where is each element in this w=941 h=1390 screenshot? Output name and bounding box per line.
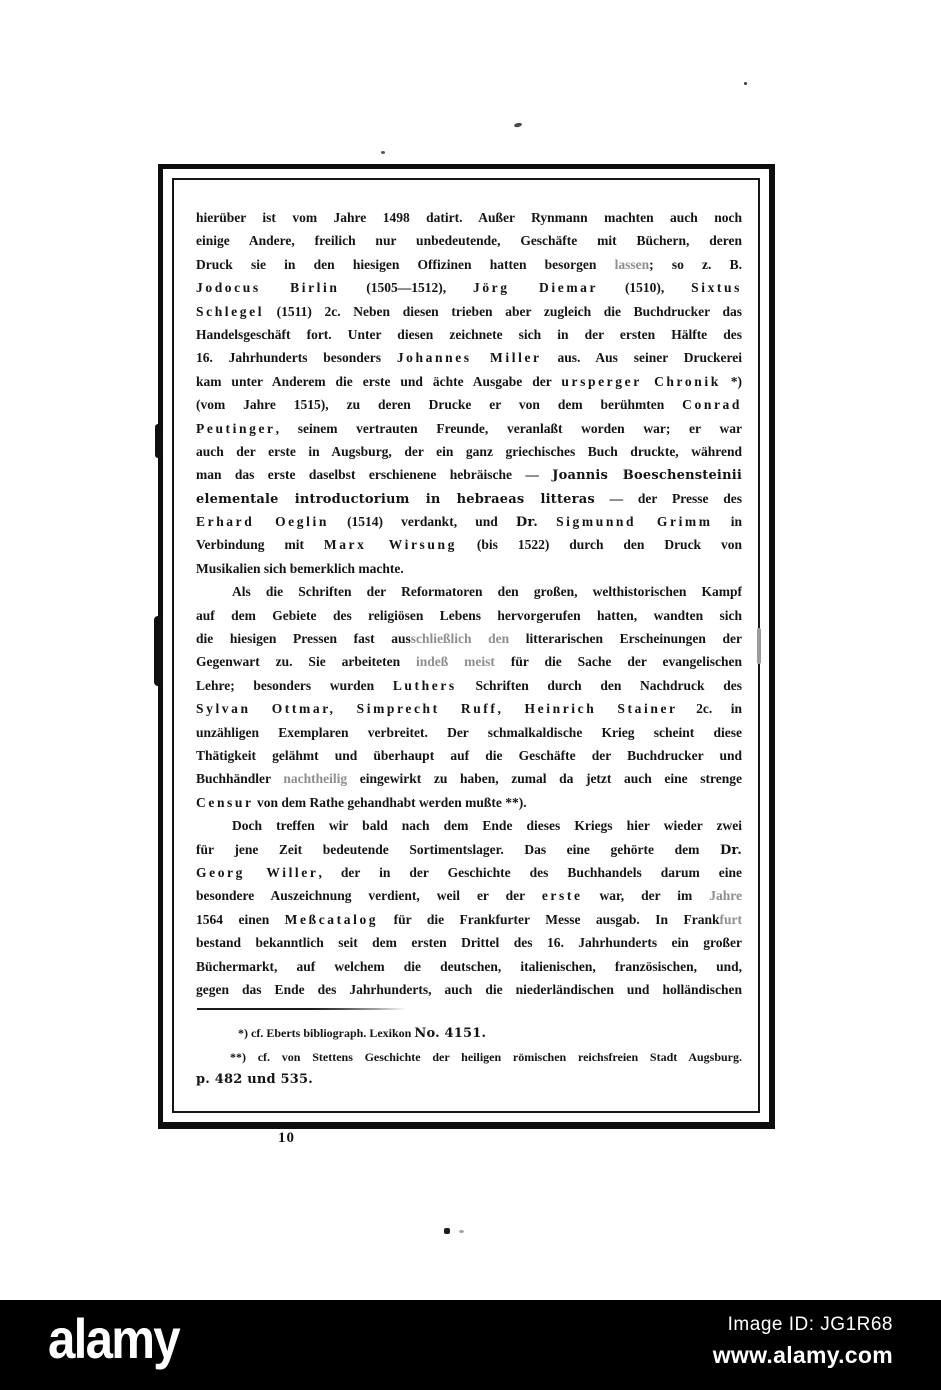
text-segment: furt <box>719 911 742 927</box>
text-segment: Johannes Miller <box>396 350 542 366</box>
text-segment: Sigmunnd Grimm <box>556 514 713 530</box>
watermark-bar <box>0 1300 941 1390</box>
text-line <box>196 721 742 744</box>
text-segment: litterarischen Erscheinungen der <box>509 631 742 647</box>
page-text <box>196 206 742 1001</box>
text-segment: Verbindung mit <box>196 537 324 553</box>
text-segment: eingewirkt zu haben, zumal da jetzt auch eine strenge <box>347 771 742 787</box>
text-line <box>196 604 742 627</box>
text-segment: lassen <box>614 256 650 272</box>
text-segment: Luthers <box>392 677 457 693</box>
page-number: 10 <box>278 1130 295 1146</box>
text-segment: Buchhändler <box>196 771 284 787</box>
image-id-label: Image ID: JG1R68 <box>727 1314 893 1335</box>
text-segment: Lehre; besonders wurden <box>196 677 393 693</box>
text-line <box>196 533 742 556</box>
text-line <box>196 253 742 276</box>
text-line <box>196 206 742 229</box>
text-segment: für die Frankfurter Messe ausgab. In Frank <box>378 911 720 927</box>
text-line <box>196 978 742 1001</box>
text-line <box>196 557 742 580</box>
text-segment: ; so z. B. <box>649 256 742 272</box>
text-line <box>196 276 742 299</box>
text-line <box>196 487 742 510</box>
text-segment: nachtheilig <box>283 771 348 787</box>
text-segment: *) <box>720 373 742 389</box>
text-segment: Meßcatalog <box>284 911 379 927</box>
text-line <box>196 955 742 978</box>
text-segment: (1511) 2c. Neben diesen trieben aber zugleich die Buchdrucker das <box>264 303 742 319</box>
text-segment: (1514) verdankt, und <box>328 514 516 530</box>
text-segment: unzähligen Exemplaren verbreitet. Der schmalkaldische Krieg scheint diese <box>196 724 742 740</box>
text-segment: gegen das Ende des Jahrhunderts, auch die niederländischen und holländischen <box>196 981 742 997</box>
text-segment: schließlich den <box>410 631 510 647</box>
alamy-logo: alamy <box>48 1307 179 1370</box>
text-segment: indeß meist <box>416 654 495 670</box>
text-segment: war, der im <box>582 888 710 904</box>
text-line <box>196 580 742 603</box>
text-segment: ursperger Chronik <box>561 373 721 389</box>
text-segment: Als die Schriften der Reformatoren den großen, welthistorischen Kampf <box>232 584 742 600</box>
text-segment: besondere Auszeichnung verdient, weil er der <box>196 888 542 904</box>
text-segment: (1505—1512), <box>339 280 473 296</box>
text-segment: Jörg Diemar <box>472 280 599 296</box>
text-segment: Büchermarkt, auf welchem die deutschen, italienischen, französischen, und, <box>196 958 742 974</box>
text-segment: Censur <box>196 794 254 810</box>
text-segment: Jodocus Birlin <box>196 280 340 296</box>
text-line <box>196 838 742 861</box>
alamy-url: www.alamy.com <box>712 1342 893 1368</box>
text-segment: Doch treffen wir bald nach dem Ende dieses Kriegs hier wieder zwei <box>232 818 742 834</box>
text-segment: — der Presse des <box>594 490 742 506</box>
text-line <box>196 440 742 463</box>
text-line <box>196 744 742 767</box>
text-line <box>196 884 742 907</box>
text-line <box>196 931 742 954</box>
text-segment: , seinem vertrauten Freunde, veranlaßt worden war; er war <box>275 420 742 436</box>
text-segment: 16. Jahrhunderts besonders <box>196 350 397 366</box>
watermark-info <box>713 1314 893 1369</box>
text-segment: für die Sache der evangelischen <box>494 654 742 670</box>
ink-speck <box>514 122 523 128</box>
text-line <box>196 1068 742 1092</box>
text-segment: Schriften durch den Nachdruck des <box>456 677 742 693</box>
text-line <box>196 393 742 416</box>
text-segment: 2c. in <box>677 701 742 717</box>
text-line <box>196 791 742 814</box>
text-segment: Erhard Oeglin <box>196 514 329 530</box>
footnotes <box>196 1022 742 1092</box>
text-segment: in <box>712 514 742 530</box>
text-segment: Georg Willer <box>196 864 319 880</box>
text-segment: , der in der Geschichte des Buchhandels darum eine <box>318 864 742 880</box>
text-segment: Sylvan Ottmar, Simprecht Ruff, Heinrich Stainer <box>196 701 678 717</box>
text-segment: 1564 einen <box>196 911 285 927</box>
text-line <box>196 767 742 790</box>
text-segment: einige Andere, freilich nur unbedeutende, Geschäfte mit Büchern, deren <box>196 233 742 249</box>
text-line <box>238 1022 742 1046</box>
text-segment: Conrad <box>682 397 742 413</box>
ink-speck <box>459 1230 464 1233</box>
text-segment: aus. Aus seiner Druckerei <box>541 350 742 366</box>
text-segment: Dr. <box>719 842 742 858</box>
text-line <box>196 674 742 697</box>
text-line <box>196 370 742 393</box>
text-segment: *) cf. Eberts bibliograph. Lexikon <box>238 1026 415 1040</box>
text-segment: die hiesigen Pressen fast aus <box>196 631 411 647</box>
text-segment: (1510), <box>598 280 692 296</box>
text-segment: Handelsgeschäft fort. Unter diesen zeichnete sich in der ersten Hälfte des <box>196 326 742 342</box>
text-line <box>196 627 742 650</box>
text-segment: Joannis Boeschensteinii <box>552 468 742 484</box>
text-segment: bestand bekanntlich seit dem ersten Drittel des 16. Jahrhunderts ein großer <box>196 935 742 951</box>
text-segment: Jahre <box>709 888 742 904</box>
text-line <box>196 346 742 369</box>
text-segment: **) cf. von Stettens Geschichte der heiligen römischen reichsfreien Stadt Augsburg. <box>230 1049 742 1064</box>
text-segment: elementale introductorium in hebraeas litteras <box>196 491 595 507</box>
text-line <box>230 1046 742 1069</box>
text-segment: Thätigkeit gelähmt und überhaupt auf die Geschäfte der Buchdrucker und <box>196 747 742 763</box>
text-line <box>196 814 742 837</box>
text-segment: (bis 1522) durch den Druck von <box>456 537 742 553</box>
text-segment: Sixtus <box>691 280 742 296</box>
border-ink-smudge <box>757 628 761 664</box>
text-segment: man das erste daselbst erschienene hebräische — <box>196 467 553 483</box>
text-segment: Marx Wirsung <box>323 537 457 553</box>
border-ink-smudge <box>155 424 161 458</box>
text-segment: Dr. <box>515 515 538 531</box>
text-line <box>196 229 742 252</box>
text-line <box>196 323 742 346</box>
text-segment: von dem Rathe gehandhabt werden mußte **). <box>253 794 527 810</box>
text-segment: Schlegel <box>196 303 265 319</box>
text-segment: auf dem Gebiete des religiösen Lebens hervorgerufen hatten, wandten sich <box>196 607 742 623</box>
text-segment: p. 482 und 535. <box>196 1072 313 1088</box>
text-segment: kam unter Anderem die erste und ächte Ausgabe der <box>196 373 562 389</box>
ink-speck <box>444 1228 450 1234</box>
text-line <box>196 697 742 720</box>
text-line <box>196 417 742 440</box>
text-segment: (vom Jahre 1515), zu deren Drucke er von dem berühmten <box>196 397 683 413</box>
text-segment: Gegenwart zu. Sie arbeiteten <box>196 654 416 670</box>
border-ink-smudge <box>154 616 162 686</box>
text-segment: auch der erste in Augsburg, der ein ganz griechisches Buch druckte, während <box>196 443 742 459</box>
footnote-separator <box>197 1008 407 1010</box>
text-line <box>196 908 742 931</box>
text-line <box>196 510 742 533</box>
text-segment: No. 4151. <box>414 1026 487 1041</box>
text-segment: für jene Zeit bedeutende Sortimentslager. Das eine gehörte dem <box>196 841 720 857</box>
text-line <box>196 650 742 673</box>
ink-speck <box>744 82 747 85</box>
text-segment <box>538 514 556 529</box>
ink-speck <box>381 151 385 154</box>
text-segment: Musikalien sich bemerklich machte. <box>196 560 404 576</box>
text-line <box>196 463 742 486</box>
text-segment: Peutinger <box>196 420 276 436</box>
text-segment: erste <box>541 888 583 904</box>
text-line <box>196 300 742 323</box>
text-segment: hierüber ist vom Jahre 1498 datirt. Außer Rynmann machten auch noch <box>196 210 742 225</box>
text-line <box>196 861 742 884</box>
text-segment: Druck sie in den hiesigen Offizinen hatten besorgen <box>196 256 615 272</box>
